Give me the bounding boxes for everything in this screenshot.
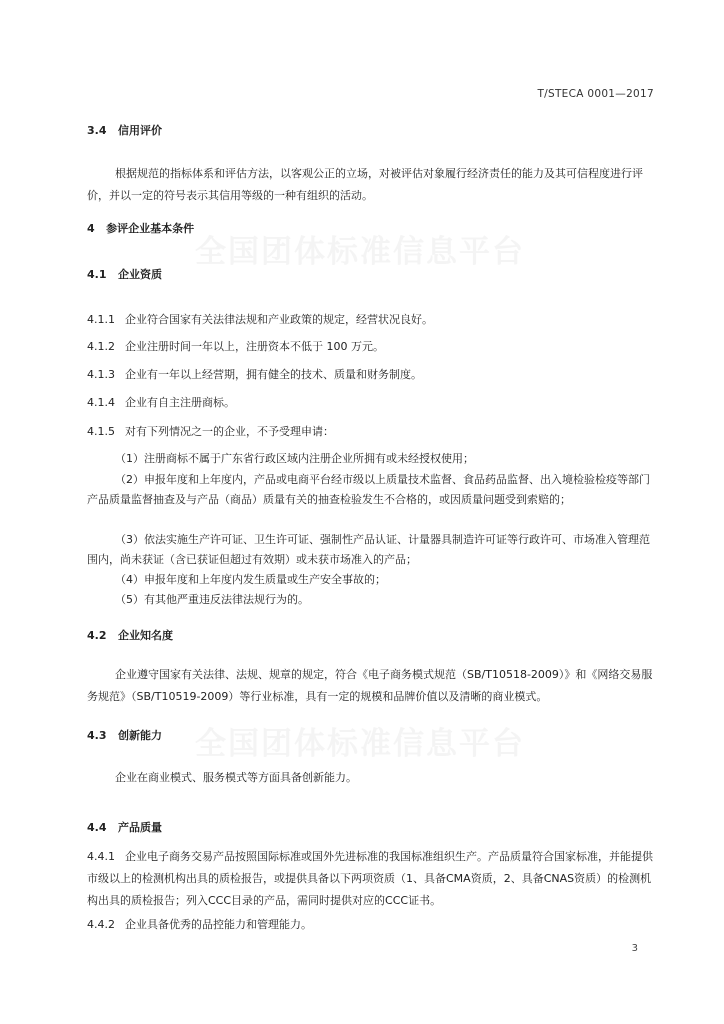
clause-4-1-3 [87,364,657,386]
clause-number: 4.4.2 [87,918,115,931]
section-4-3-heading [87,725,657,747]
clause-4-1-5 [87,421,657,443]
section-4-2-paragraph: 企业遵守国家有关法律、法规、规章的规定，符合《电子商务模式规范（SB/T10518-2009）》和《网络交易服务规范》（SB/T10519-2009）等行业标准，具有一定的规模和品牌价值以及清晰的商业模式。 [87,668,653,703]
section-4-4-heading [87,817,657,839]
clause-4-1-1 [87,309,657,331]
watermark: 全国团体标准信息平台 [195,726,525,762]
sub-item-4: （4）申报年度和上年度内发生质量或生产安全事故的； [115,573,386,586]
section-4-heading [87,218,657,240]
section-number: 4.3 [87,729,107,742]
clause-number: 4.1.1 [87,313,115,326]
section-title: 参评企业基本条件 [106,222,195,235]
section-title: 创新能力 [118,729,162,742]
clause-text: 企业电子商务交易产品按照国际标准或国外先进标准的我国标准组织生产。产品质量符合国家标准，并能提供市级以上的检测机构出具的质检报告，或提供具备以下两项资质（1、具备CMA资质，2、具备CNAS资质）的检测机构出具的质检报告；列入CCC目录的产品，需同时提供对应的CCC证书。 [87,850,653,907]
page-number: 3 [631,943,638,954]
watermark: 全国团体标准信息平台 [195,234,525,270]
section-title: 企业知名度 [118,629,173,642]
clause-number: 4.1.2 [87,340,115,353]
clause-text: 企业符合国家有关法律法规和产业政策的规定，经营状况良好。 [125,313,433,326]
section-number: 3.4 [87,124,107,137]
clause-text: 企业注册时间一年以上，注册资本不低于 100 万元。 [125,340,384,353]
section-title: 企业资质 [118,268,162,281]
clause-number: 4.1.4 [87,396,115,409]
section-title: 信用评价 [118,124,162,137]
clause-number: 4.1.3 [87,368,115,381]
section-3-4-paragraph: 根据规范的指标体系和评估方法，以客观公正的立场，对被评估对象履行经济责任的能力及其可信程度进行评价，并以一定的符号表示其信用等级的一种有组织的活动。 [87,167,643,202]
clause-4-1-2 [87,336,657,358]
clause-text: 企业有自主注册商标。 [125,396,235,409]
section-title: 产品质量 [118,821,162,834]
clause-4-4-2 [87,914,657,936]
section-number: 4.2 [87,629,107,642]
section-3-4-heading [87,120,657,142]
clause-number: 4.1.5 [87,425,115,438]
document-id-header: T/STECA 0001—2017 [537,88,654,100]
clause-text: 对有下列情况之一的企业，不予受理申请： [125,425,334,438]
sub-item-1: （1）注册商标不属于广东省行政区域内注册企业所拥有或未经授权使用； [115,452,474,465]
clause-text: 企业具备优秀的品控能力和管理能力。 [125,918,312,931]
section-number: 4.4 [87,821,107,834]
clause-number: 4.4.1 [87,850,115,863]
clause-text: 企业有一年以上经营期，拥有健全的技术、质量和财务制度。 [125,368,422,381]
section-4-2-heading [87,625,657,647]
clause-4-4-1 [87,846,657,912]
section-4-3-paragraph: 企业在商业模式、服务模式等方面具备创新能力。 [115,771,357,784]
section-number: 4.1 [87,268,107,281]
section-number: 4 [87,222,95,235]
section-4-1-heading [87,264,657,286]
sub-item-3: （3）依法实施生产许可证、卫生许可证、强制性产品认证、计量器具制造许可证等行政许可、市场准入管理范围内，尚未获证（含已获证但超过有效期）或未获市场准入的产品； [87,533,650,566]
sub-item-2: （2）申报年度和上年度内，产品或电商平台经市级以上质量技术监督、食品药品监督、出入境检验检疫等部门产品质量监督抽查及与产品（商品）质量有关的抽查检验发生不合格的，或因质量问题受到索赔的； [87,473,650,506]
clause-4-1-4 [87,392,657,414]
sub-item-5: （5）有其他严重违反法律法规行为的。 [115,593,309,606]
